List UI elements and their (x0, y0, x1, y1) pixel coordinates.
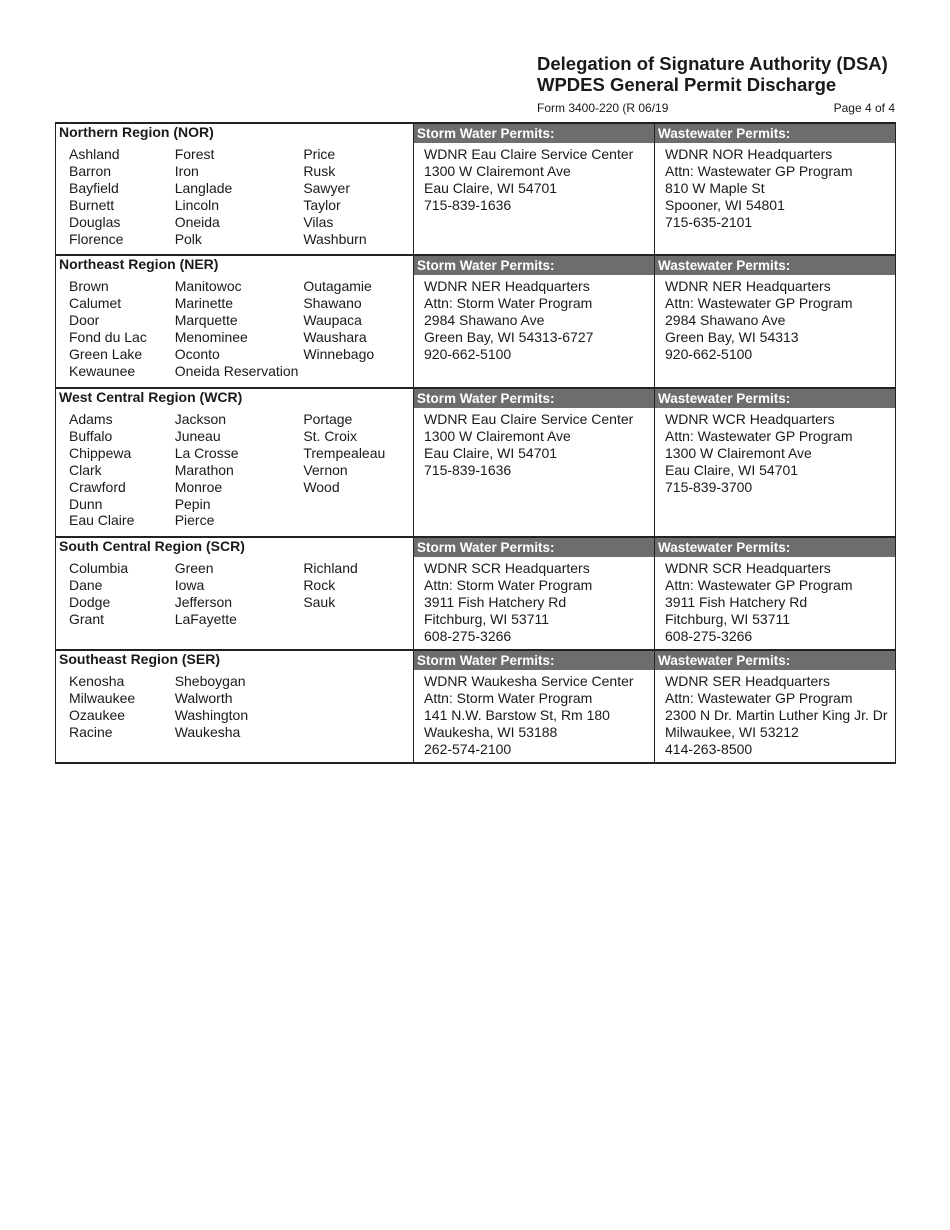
wastewater-address (655, 557, 895, 645)
region-header-row-nor (56, 123, 896, 143)
wastewater-address-line: WDNR WCR Headquarters (665, 411, 835, 427)
county-name: Vilas (303, 213, 334, 230)
county-name: Racine (69, 723, 113, 740)
wastewater-address-line: 1300 W Clairemont Ave (665, 444, 812, 461)
county-column (303, 673, 413, 741)
county-column (175, 560, 304, 628)
county-column (303, 560, 413, 628)
storm-address-line: WDNR Eau Claire Service Center (424, 146, 634, 162)
wastewater-address (655, 275, 895, 363)
wastewater-address-line: Fitchburg, WI 53711 (665, 610, 791, 627)
county-name: Milwaukee (69, 689, 136, 706)
wastewater-header: Wastewater Permits: (655, 123, 896, 143)
wastewater-header: Wastewater Permits: (655, 650, 896, 670)
county-name: Bayfield (69, 179, 119, 196)
county-name: Douglas (69, 213, 121, 230)
county-name: Adams (69, 411, 113, 427)
county-name: Sauk (303, 593, 336, 610)
storm-address-line: Waukesha, WI 53188 (424, 723, 558, 740)
county-list (56, 408, 413, 529)
wastewater-address-line: WDNR SER Headquarters (665, 673, 830, 689)
county-name: Juneau (174, 427, 221, 444)
county-name: Trempealeau (303, 444, 386, 461)
wastewater-address-line: Green Bay, WI 54313 (665, 328, 799, 345)
county-column (175, 146, 304, 247)
county-name: Waushara (303, 328, 367, 345)
county-name: Door (69, 311, 100, 328)
title-line-1: Delegation of Signature Authority (DSA) (537, 53, 888, 74)
storm-address-line: 920-662-5100 (424, 345, 512, 362)
county-name: Forest (174, 146, 215, 162)
county-name: Pepin (174, 495, 211, 512)
county-name: Kenosha (69, 673, 125, 689)
wastewater-address (655, 408, 895, 496)
region-name: Northern Region (NOR) (56, 123, 414, 143)
county-column (303, 411, 413, 529)
wastewater-address-line: WDNR SCR Headquarters (665, 560, 831, 576)
county-name: Brown (69, 278, 109, 294)
storm-water-header: Storm Water Permits: (414, 255, 655, 275)
region-header-row-ser (56, 650, 896, 670)
county-name: Fond du Lac (69, 328, 147, 345)
county-name: La Crosse (174, 444, 239, 461)
wastewater-address-line: Attn: Wastewater GP Program (665, 294, 853, 311)
form-header (537, 53, 897, 95)
storm-address-line: 262-574-2100 (424, 740, 512, 757)
county-name: Portage (303, 411, 353, 427)
wastewater-address-line: WDNR NER Headquarters (665, 278, 831, 294)
county-name: Marathon (174, 461, 234, 478)
wastewater-address (655, 143, 895, 231)
county-name: Langlade (174, 179, 233, 196)
region-header-row-scr (56, 537, 896, 557)
wastewater-address-line: WDNR NOR Headquarters (665, 146, 833, 162)
county-name: Grant (69, 610, 105, 627)
region-body-row-ser (56, 670, 896, 763)
storm-address-line: Eau Claire, WI 54701 (424, 444, 558, 461)
wastewater-address-line: 414-263-8500 (665, 740, 753, 757)
wastewater-address-line: Milwaukee, WI 53212 (665, 723, 799, 740)
storm-address-line: WDNR Waukesha Service Center (424, 673, 634, 689)
county-name: Marquette (174, 311, 238, 328)
wastewater-address-line: 810 W Maple St (665, 179, 765, 196)
county-name: Florence (69, 230, 124, 247)
county-column (69, 146, 175, 247)
county-column (175, 411, 304, 529)
county-name: Manitowoc (174, 278, 242, 294)
county-name: Washburn (303, 230, 367, 247)
region-body-row-wcr (56, 408, 896, 537)
storm-address-line: Fitchburg, WI 53711 (424, 610, 550, 627)
county-column (175, 673, 304, 741)
storm-address-line: 141 N.W. Barstow St, Rm 180 (424, 706, 610, 723)
wastewater-header: Wastewater Permits: (655, 255, 896, 275)
storm-address-line: 608-275-3266 (424, 627, 512, 644)
county-name: Taylor (303, 196, 341, 213)
county-name: Wood (303, 478, 340, 495)
county-name: Sawyer (303, 179, 350, 196)
county-name: Richland (303, 560, 358, 576)
wastewater-address-line: 2300 N Dr. Martin Luther King Jr. Dr (665, 706, 888, 723)
county-name: Marinette (174, 294, 234, 311)
storm-address-line: 1300 W Clairemont Ave (424, 427, 571, 444)
storm-address-line: 3911 Fish Hatchery Rd (424, 593, 567, 610)
wastewater-address-line: 715-635-2101 (665, 213, 753, 230)
storm-water-address (414, 143, 654, 214)
storm-address-line: Eau Claire, WI 54701 (424, 179, 558, 196)
county-name: Jefferson (174, 593, 233, 610)
county-name: Vernon (303, 461, 348, 478)
county-name: Oneida (174, 213, 220, 230)
county-name: Waupaca (303, 311, 362, 328)
county-name: Calumet (69, 294, 122, 311)
county-name: Buffalo (69, 427, 113, 444)
county-name: Columbia (69, 560, 129, 576)
county-name: Price (303, 146, 336, 162)
wastewater-address-line: Attn: Wastewater GP Program (665, 162, 853, 179)
county-column (175, 278, 304, 379)
county-name: LaFayette (174, 610, 237, 627)
county-list (56, 557, 413, 628)
wastewater-address-line: 715-839-3700 (665, 478, 753, 495)
county-name: Pierce (174, 512, 215, 529)
county-name: Iron (174, 162, 199, 179)
county-name: Monroe (174, 478, 223, 495)
region-name: South Central Region (SCR) (56, 537, 414, 557)
county-name: Dunn (69, 495, 103, 512)
storm-address-line: Attn: Storm Water Program (424, 576, 593, 593)
storm-water-header: Storm Water Permits: (414, 388, 655, 408)
form-number: Form 3400-220 (R 06/19 (537, 101, 669, 115)
county-name: Green Lake (69, 345, 143, 362)
county-name: Chippewa (69, 444, 132, 461)
county-name: Crawford (69, 478, 126, 495)
county-list (56, 275, 413, 379)
storm-address-line: 2984 Shawano Ave (424, 311, 545, 328)
storm-water-address (414, 275, 654, 363)
county-name: Dane (69, 576, 103, 593)
storm-address-line: 715-839-1636 (424, 461, 512, 478)
storm-address-line: Green Bay, WI 54313-6727 (424, 328, 594, 345)
county-name: Polk (174, 230, 202, 247)
form-info-line (537, 101, 895, 115)
county-name: Jackson (174, 411, 227, 427)
county-name: Outagamie (303, 278, 372, 294)
county-column (69, 278, 175, 379)
storm-address-line: 715-839-1636 (424, 196, 512, 213)
page-number: Page 4 of 4 (833, 101, 895, 115)
county-name: Shawano (303, 294, 362, 311)
storm-water-header: Storm Water Permits: (414, 537, 655, 557)
county-name: Kewaunee (69, 362, 136, 379)
storm-address-line: Attn: Storm Water Program (424, 294, 593, 311)
wastewater-address-line: 3911 Fish Hatchery Rd (665, 593, 808, 610)
storm-address-line: Attn: Storm Water Program (424, 689, 593, 706)
county-name: Clark (69, 461, 102, 478)
region-body-row-scr (56, 557, 896, 650)
county-name: Lincoln (174, 196, 220, 213)
county-name: Rusk (303, 162, 336, 179)
storm-water-address (414, 408, 654, 479)
wastewater-header: Wastewater Permits: (655, 537, 896, 557)
county-name: Iowa (174, 576, 205, 593)
county-name: Dodge (69, 593, 111, 610)
county-name: Sheboygan (174, 673, 246, 689)
county-list (56, 143, 413, 247)
wastewater-address (655, 670, 895, 758)
county-name: Ashland (69, 146, 120, 162)
region-name: Southeast Region (SER) (56, 650, 414, 670)
county-name: Green (174, 560, 214, 576)
county-column (69, 673, 175, 741)
county-name: Washington (174, 706, 249, 723)
county-name: Barron (69, 162, 112, 179)
storm-address-line: 1300 W Clairemont Ave (424, 162, 571, 179)
wastewater-address-line: Attn: Wastewater GP Program (665, 427, 853, 444)
region-name: Northeast Region (NER) (56, 255, 414, 275)
county-column (69, 411, 175, 529)
county-name: Oneida Reservation (174, 362, 299, 379)
county-name: Eau Claire (69, 512, 135, 529)
county-name: Winnebago (303, 345, 375, 362)
county-column (303, 146, 413, 247)
county-name: Menominee (174, 328, 248, 345)
county-name: Burnett (69, 196, 115, 213)
county-name: St. Croix (303, 427, 357, 444)
wastewater-header: Wastewater Permits: (655, 388, 896, 408)
storm-water-header: Storm Water Permits: (414, 123, 655, 143)
wastewater-address-line: Attn: Wastewater GP Program (665, 689, 853, 706)
region-header-row-wcr (56, 388, 896, 408)
county-name: Oconto (174, 345, 220, 362)
region-name: West Central Region (WCR) (56, 388, 414, 408)
county-list (56, 670, 413, 741)
storm-address-line: WDNR SCR Headquarters (424, 560, 590, 576)
wastewater-address-line: Attn: Wastewater GP Program (665, 576, 853, 593)
storm-water-address (414, 670, 654, 758)
wastewater-address-line: 608-275-3266 (665, 627, 753, 644)
region-body-row-ner (56, 275, 896, 388)
wastewater-address-line: Eau Claire, WI 54701 (665, 461, 799, 478)
storm-address-line: WDNR NER Headquarters (424, 278, 590, 294)
county-column (69, 560, 175, 628)
wastewater-address-line: 2984 Shawano Ave (665, 311, 786, 328)
wastewater-address-line: Spooner, WI 54801 (665, 196, 785, 213)
title-line-2: WPDES General Permit Discharge (537, 74, 837, 95)
wastewater-address-line: 920-662-5100 (665, 345, 753, 362)
region-body-row-nor (56, 143, 896, 255)
region-table (55, 122, 896, 764)
storm-address-line: WDNR Eau Claire Service Center (424, 411, 634, 427)
county-column (303, 278, 413, 379)
county-name: Waukesha (174, 723, 241, 740)
county-name: Ozaukee (69, 706, 126, 723)
county-name: Walworth (174, 689, 233, 706)
storm-water-address (414, 557, 654, 645)
county-name: Rock (303, 576, 336, 593)
region-header-row-ner (56, 255, 896, 275)
storm-water-header: Storm Water Permits: (414, 650, 655, 670)
